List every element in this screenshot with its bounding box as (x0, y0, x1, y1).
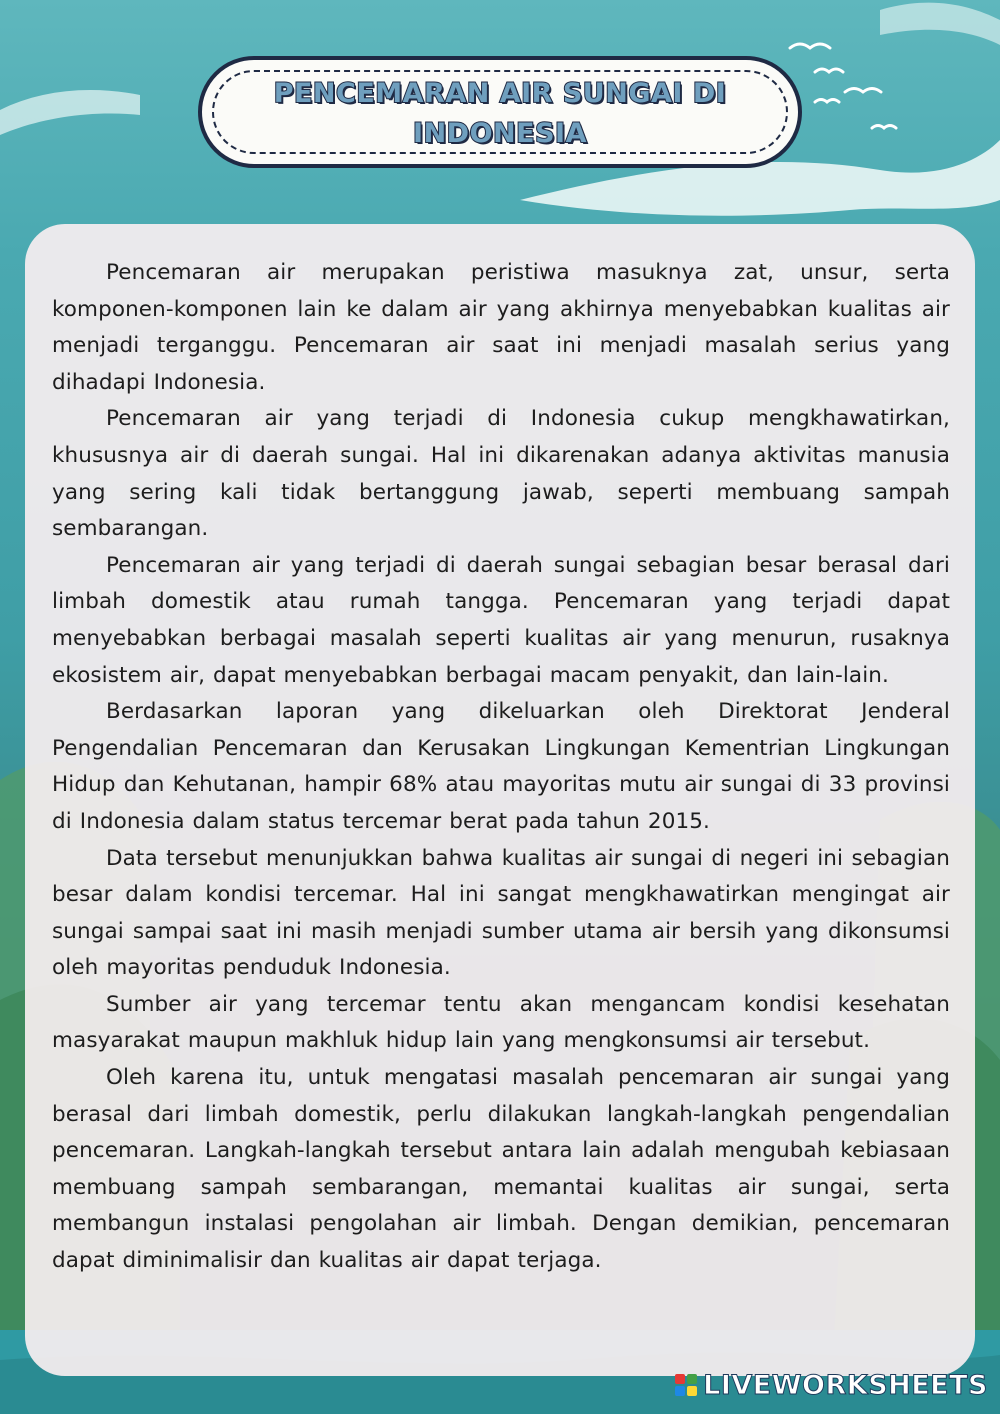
page-title: PENCEMARAN AIR SUNGAI DI INDONESIA (273, 78, 727, 149)
paragraph: Pencemaran air yang terjadi di daerah sungai sebagian besar berasal dari limbah domestik atau rumah tangga. Pencemaran yang terjadi dapat menyebabkan berbagai masalah seperti kualitas air yang menurun, rusaknya ekosistem air, dapat menyebabkan berbagai macam penyakit, dan lain-lain. (52, 552, 950, 688)
liveworksheets-wordmark: LIVEWORKSHEETS (703, 1369, 988, 1401)
liveworksheets-icon (675, 1374, 697, 1396)
logo-square (687, 1374, 697, 1384)
liveworksheets-logo (675, 1370, 988, 1400)
paragraph: Sumber air yang tercemar tentu akan mengancam kondisi kesehatan masyarakat maupun makhluk hidup lain yang mengkonsumsi air tersebut. (52, 991, 950, 1054)
paragraph: Berdasarkan laporan yang dikeluarkan oleh Direktorat Jenderal Pengendalian Pencemaran dan Kerusakan Lingkungan Kementrian Lingkungan Hidup dan Kehutanan, hampir 68% atau mayoritas mutu air sungai di 33 provinsi di Indonesia dalam status tercemar berat pada tahun 2015. (52, 699, 950, 834)
logo-square (687, 1386, 697, 1396)
title-banner (198, 56, 802, 168)
logo-square (675, 1374, 685, 1384)
paragraph: Oleh karena itu, untuk mengatasi masalah pencemaran air sungai yang berasal dari limbah domestik, perlu dilakukan langkah-langkah pengendalian pencemaran. Langkah-langkah tersebut antara lain adalah mengubah kebiasaan membuang sampah sembarangan, memantai kualitas air sungai, serta membangun instalasi pengolahan air limbah. Dengan demikian, pencemaran dapat diminimalisir dan kualitas air dapat terjaga. (52, 1065, 950, 1274)
paragraph: Pencemaran air yang terjadi di Indonesia cukup mengkhawatirkan, khususnya air di daerah sungai. Hal ini dikarenakan adanya aktivitas manusia yang sering kali tidak bertanggung jawab, seperti membuang sampah sembarangan. (52, 406, 950, 542)
paragraph: Data tersebut menunjukkan bahwa kualitas air sungai di negeri ini sebagian besar dalam kondisi tercemar. Hal ini sangat mengkhawatirkan mengingat air sungai sampai saat ini masih menjadi sumber utama air bersih yang dikonsumsi oleh mayoritas penduduk Indonesia. (52, 845, 950, 981)
paragraph: Pencemaran air merupakan peristiwa masuknya zat, unsur, serta komponen-komponen lain ke dalam air yang akhirnya menyebabkan kualitas air menjadi terganggu. Pencemaran air saat ini menjadi masalah serius yang dihadapi Indonesia. (52, 260, 950, 395)
logo-square (675, 1386, 685, 1396)
article-body (52, 255, 950, 1280)
